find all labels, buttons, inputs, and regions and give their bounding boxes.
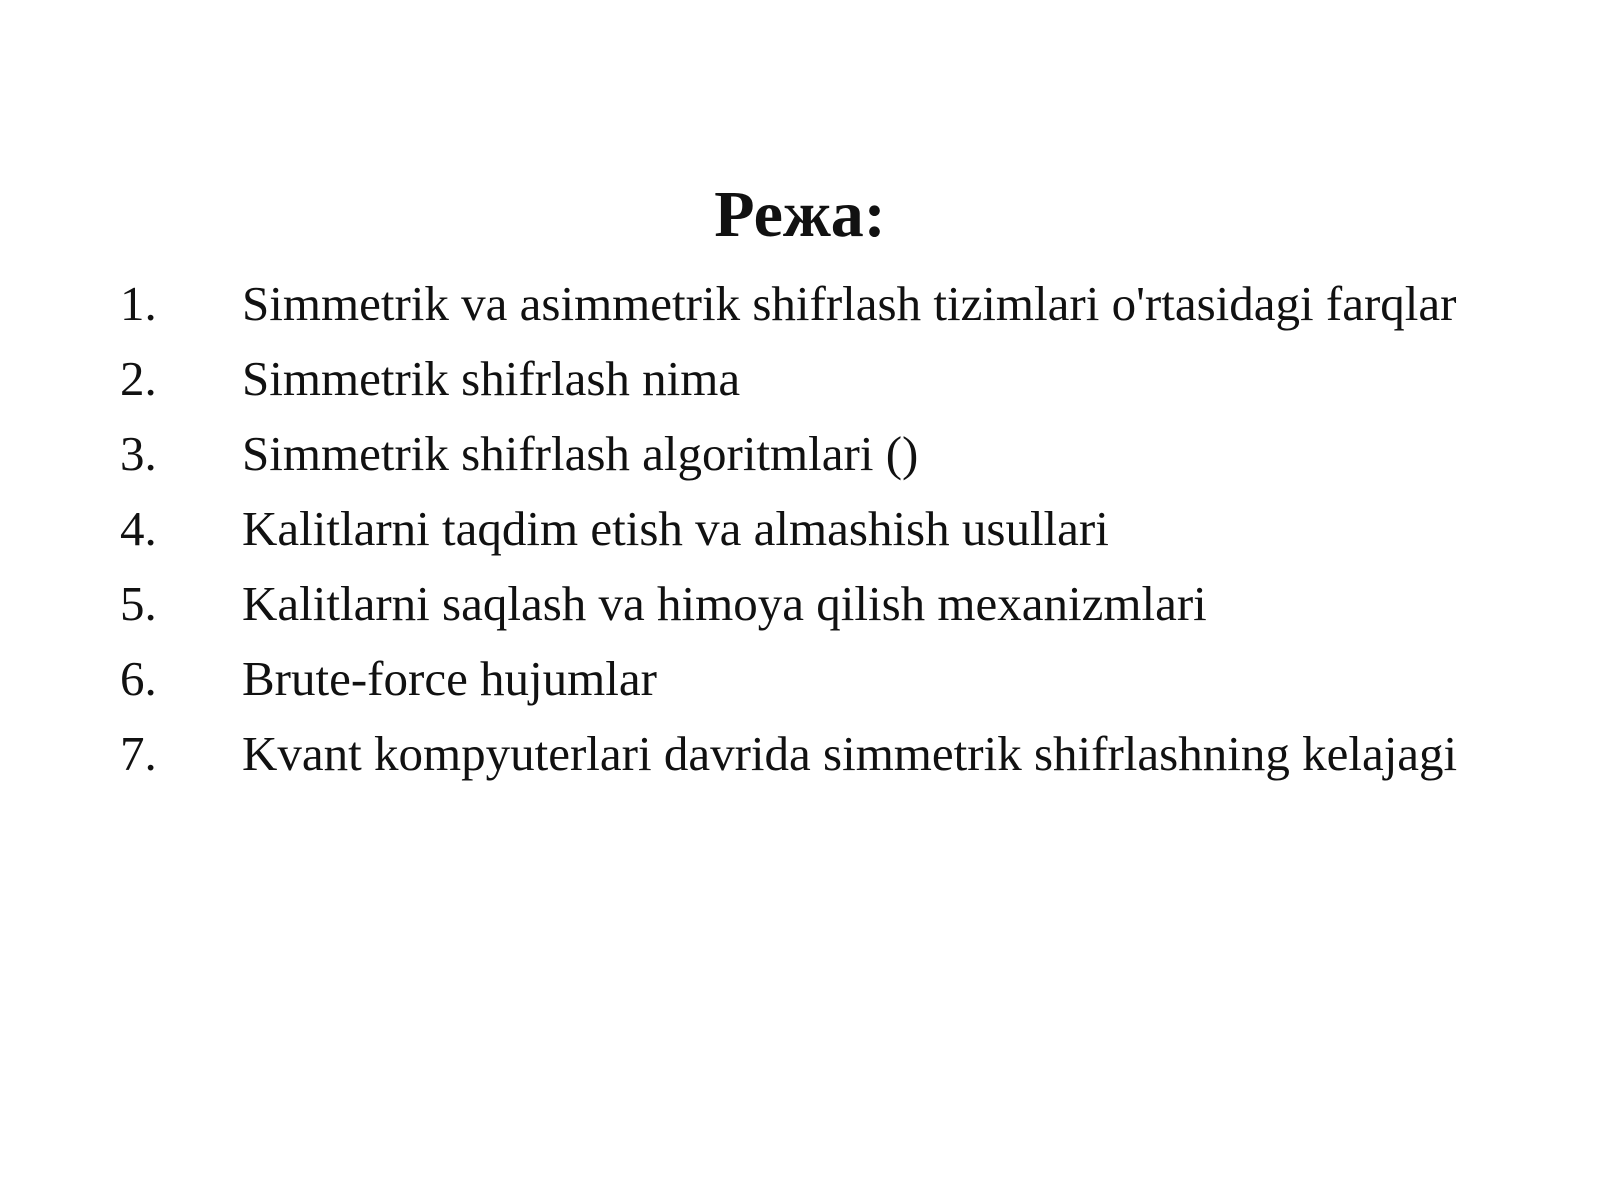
list-item xyxy=(0,266,1600,341)
list-item-text: Brute-force hujumlar xyxy=(242,651,657,706)
list-item-number: 7. xyxy=(120,726,157,781)
list-item-text: Kalitlarni taqdim etish va almashish usullari xyxy=(242,501,1109,556)
list-item-text: Simmetrik shifrlash nima xyxy=(242,351,741,406)
list-item-text: Kalitlarni saqlash va himoya qilish mexanizmlari xyxy=(242,576,1207,631)
list-item-number: 1. xyxy=(120,276,157,331)
plan-list xyxy=(0,266,1600,791)
list-item xyxy=(0,341,1600,416)
slide-title: Режа: xyxy=(714,178,886,251)
list-item-number: 6. xyxy=(120,651,157,706)
list-item-number: 5. xyxy=(120,576,157,631)
list-item xyxy=(0,566,1600,641)
list-item-number: 2. xyxy=(120,351,157,406)
list-item xyxy=(0,716,1600,791)
list-item xyxy=(0,491,1600,566)
list-item-text: Simmetrik va asimmetrik shifrlash tizimlari o'rtasidagi farqlar xyxy=(242,276,1457,331)
list-item-text: Kvant kompyuterlari davrida simmetrik shifrlashning kelajagi xyxy=(242,726,1458,781)
list-item-text: Simmetrik shifrlash algoritmlari () xyxy=(242,426,919,481)
list-item-number: 3. xyxy=(120,426,157,481)
list-item xyxy=(0,416,1600,491)
list-item xyxy=(0,641,1600,716)
list-item-number: 4. xyxy=(120,501,157,556)
